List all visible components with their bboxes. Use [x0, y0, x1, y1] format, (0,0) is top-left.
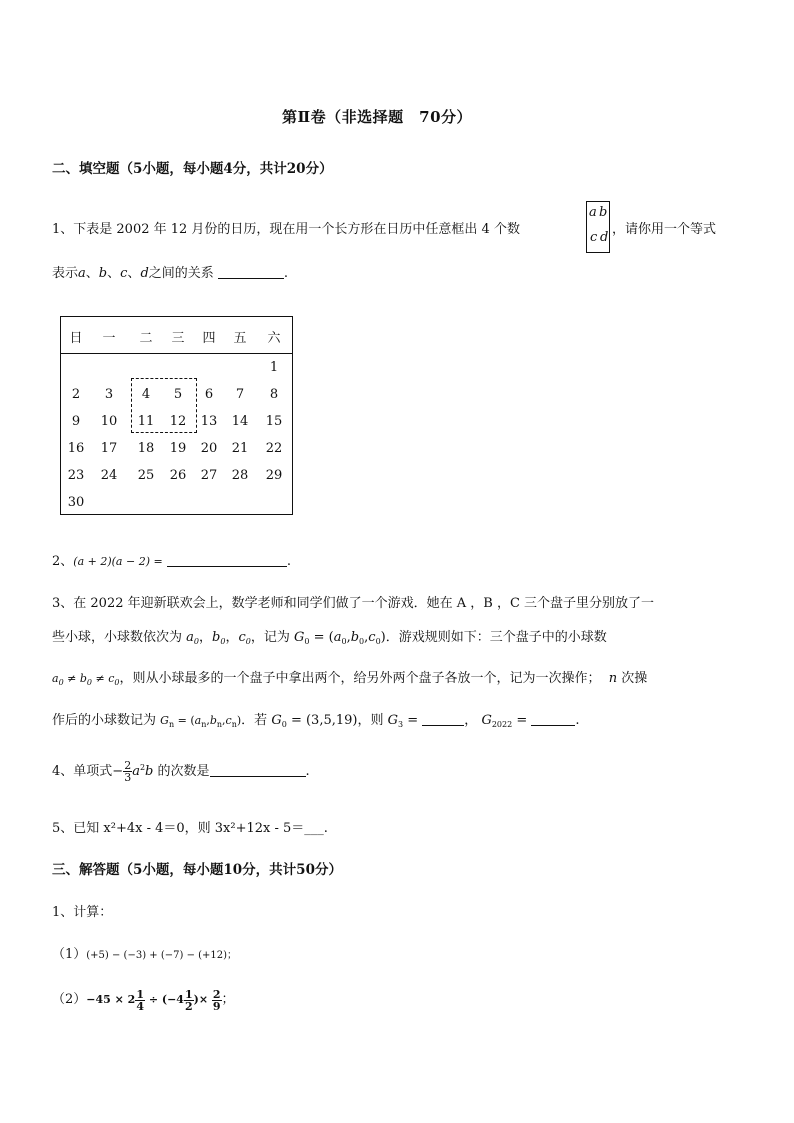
q3-text-g: ．若	[241, 713, 268, 728]
calendar-day: 29	[265, 468, 283, 483]
Gn-def: $G_n = (a_n,b_n,c_n)$	[160, 714, 242, 729]
q4-suffix: 的次数是	[157, 764, 210, 779]
var-a: a	[78, 266, 86, 281]
q1-text-c: 表示	[52, 266, 79, 281]
q3-condition: $a_0 \ne b_0 \ne c_0$	[52, 672, 120, 687]
q3-text-e: 次操	[621, 671, 648, 686]
calendar-day: 23	[67, 468, 85, 483]
sep: 、	[127, 266, 141, 281]
page-title: 第Ⅱ卷（非选择题 70分）	[282, 108, 473, 126]
calendar-day: 22	[265, 441, 283, 456]
part-1-label: （1）	[52, 947, 87, 962]
matrix-a: a	[589, 205, 597, 220]
calendar-day: 10	[100, 414, 118, 429]
q4-prefix: 4、单项式	[52, 764, 113, 779]
matrix-b: b	[599, 205, 608, 220]
calendar-day: 3	[104, 387, 114, 402]
answer-blank[interactable]	[218, 267, 284, 279]
calendar-header-tue: 二	[139, 331, 153, 346]
part-2-expression: −45 × 2 $\frac{1}{4}$ ÷ (−4 $\frac{1}{2}$ )× $\frac{2}{9}$	[86, 987, 221, 1013]
q3-text-d: ，则从小球最多的一个盘子中拿出两个，给另外两个盘子各放一个，记为一次操作；	[119, 671, 601, 686]
s3-question-1-title: 1、计算：	[52, 905, 113, 920]
G0-def: $G_0 = (a_0,b_0,c_0)$	[294, 630, 386, 646]
var-d: d	[140, 266, 149, 281]
q3-line-3	[52, 667, 647, 687]
calendar-day: 28	[231, 468, 249, 483]
question-2	[52, 550, 291, 569]
G3-label: $G_3$ =	[387, 713, 419, 729]
a0: $a_0$	[186, 630, 200, 646]
calendar-day: 9	[71, 414, 81, 429]
question-1-line-1	[52, 218, 520, 237]
calendar-day: 18	[137, 441, 155, 456]
section-heading-fill-in: 二、填空题（5小题，每小题4分，共计20分）	[52, 161, 333, 177]
q4-monomial: − $\frac{2}{3}$ $a^2b$	[112, 759, 154, 784]
answer-blank[interactable]	[167, 555, 287, 567]
part-2-label: （2）	[52, 992, 87, 1007]
answer-blank[interactable]	[531, 714, 575, 726]
question-1-line-2	[52, 262, 288, 281]
G2022-label: $G_{2022}$ =	[481, 713, 528, 729]
calendar-day: 5	[173, 387, 183, 402]
q1-matrix	[584, 201, 612, 253]
calendar-day: 2	[71, 387, 81, 402]
s3-q1-part-1	[52, 943, 237, 962]
calendar-day: 7	[235, 387, 245, 402]
calendar-day: 21	[231, 441, 249, 456]
calendar-header-fri: 五	[233, 331, 247, 346]
question-5: 5、已知 x²+4x - 4＝0，则 3x²+12x - 5＝___.	[52, 821, 328, 836]
matrix-d: d	[600, 230, 609, 245]
var-c: c	[120, 266, 128, 281]
calendar-day: 13	[200, 414, 218, 429]
var-n: n	[608, 671, 618, 686]
matrix-c: c	[590, 230, 598, 245]
calendar-day: 6	[204, 387, 214, 402]
calendar-header-thu: 四	[202, 331, 216, 346]
calendar-day: 14	[231, 414, 249, 429]
q3-text-f: 作后的小球数记为	[52, 713, 157, 728]
comma: ，	[464, 713, 478, 728]
s3-q1-part-2: （2）−45 × 2 $\frac{1}{4}$ ÷ (−4 $\frac{1}{2}$ )× $\frac{2}{9}$ ；	[52, 987, 235, 1013]
calendar-day: 24	[100, 468, 118, 483]
q3-text-b: ，记为	[250, 630, 290, 645]
calendar-day: 20	[200, 441, 218, 456]
period: .	[305, 764, 310, 779]
calendar-day: 27	[200, 468, 218, 483]
calendar-header-sun: 日	[69, 331, 83, 346]
sep: 、	[85, 266, 99, 281]
q3-text-c: ．游戏规则如下：三个盘子中的小球数	[385, 630, 607, 645]
q3-line-2: 些小球，小球数依次为 $a_0$，$b_0$，$c_0$，记为 $G_0 = (a_0,b_0,c_0)$．游戏规则如下：三个盘子中的小球数	[52, 630, 607, 646]
q3-text-a: 些小球，小球数依次为	[52, 630, 183, 645]
answer-blank[interactable]	[422, 714, 464, 726]
calendar-day: 16	[67, 441, 85, 456]
q2-expression: (a + 2)(a − 2) =	[73, 555, 163, 568]
period: .	[575, 713, 580, 728]
c0: $c_0$	[238, 630, 251, 646]
answer-blank[interactable]	[210, 765, 306, 777]
calendar-header-wed: 三	[171, 331, 185, 346]
period: .	[283, 266, 289, 281]
calendar-day: 15	[265, 414, 283, 429]
calendar-day: 17	[100, 441, 118, 456]
q3-line-1: 3、在 2022 年迎新联欢会上，数学老师和同学们做了一个游戏．她在 A ，B ，C 三个盘子里分别放了一	[52, 596, 655, 611]
G0-value: $G_0 = (3,5,19)$	[271, 713, 358, 729]
section-heading-solve: 三、解答题（5小题，每小题10分，共计50分）	[52, 862, 342, 878]
calendar-day: 25	[137, 468, 155, 483]
calendar-header-mon: 一	[102, 331, 116, 346]
q3-text-h: ，则	[357, 713, 384, 728]
calendar-day: 26	[169, 468, 187, 483]
calendar-day: 11	[137, 414, 155, 429]
q1-text-a: 1、下表是 2002 年 12 月份的日历，现在用一个长方形在日历中任意框出 4 个数	[52, 222, 520, 237]
question-4	[52, 760, 310, 783]
calendar-day: 1	[269, 360, 279, 375]
calendar-day: 8	[269, 387, 279, 402]
q1-text-d: 之间的关系	[148, 266, 214, 281]
b0: $b_0$	[212, 630, 226, 646]
calendar-day: 30	[67, 495, 85, 510]
calendar-day: 19	[169, 441, 187, 456]
q3-line-4	[52, 709, 580, 729]
part-1-expression: (+5) − (−3) + (−7) − (+12)；	[86, 950, 238, 961]
var-b: b	[98, 266, 108, 281]
q1-text-b: ，请你用一个等式	[612, 222, 717, 237]
calendar-day: 4	[141, 387, 151, 402]
q2-prefix: 2、	[52, 554, 74, 569]
calendar-header-row	[61, 317, 292, 354]
period: .	[286, 554, 291, 569]
calendar-table	[60, 316, 293, 515]
sep: 、	[107, 266, 121, 281]
calendar-header-sat: 六	[267, 331, 281, 346]
calendar-day: 12	[169, 414, 187, 429]
